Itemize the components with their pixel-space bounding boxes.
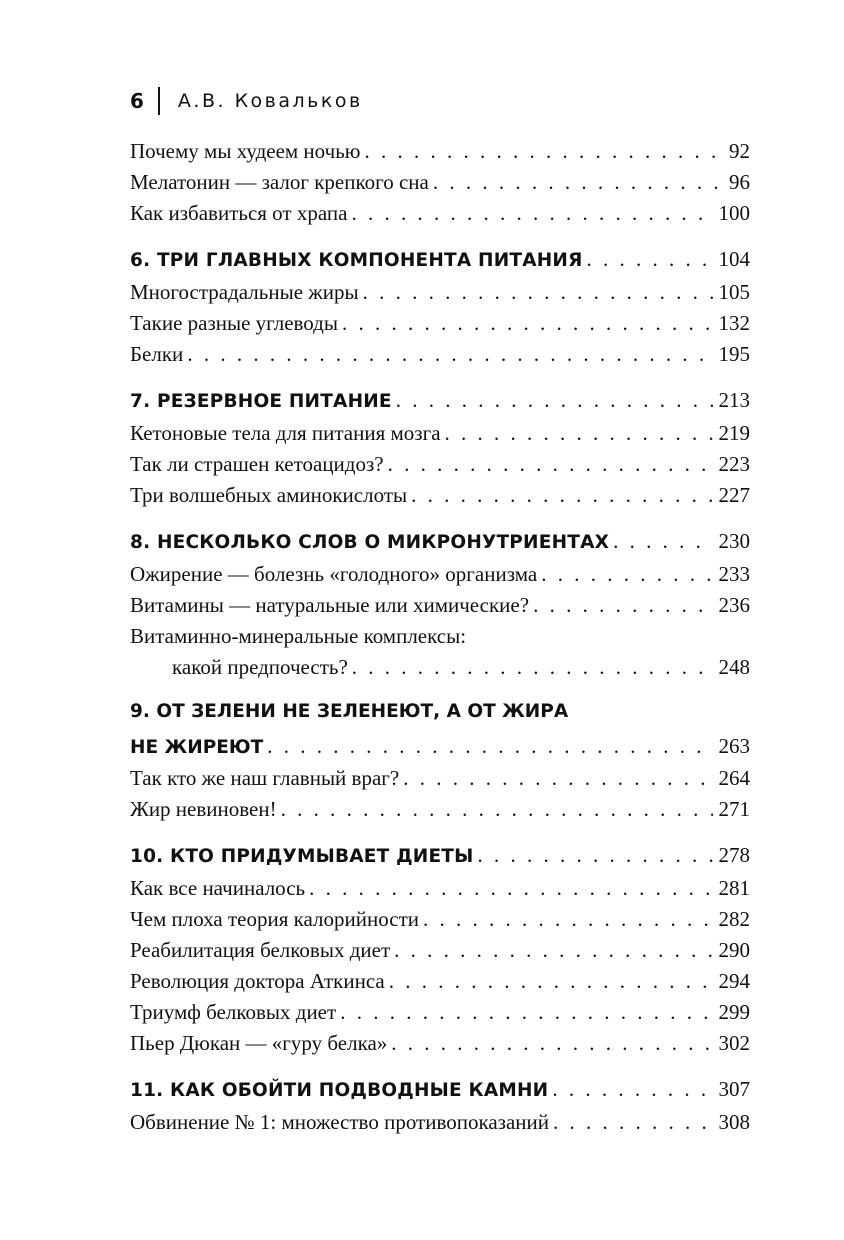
dot-leader (363, 277, 713, 308)
toc-entry[interactable] (130, 308, 750, 339)
toc-entry[interactable] (130, 590, 750, 621)
toc-entry-page: 100 (718, 201, 750, 225)
toc-entry[interactable] (130, 418, 750, 449)
toc-entry-page: 195 (718, 342, 750, 366)
toc-entry-page: 299 (718, 1000, 750, 1024)
toc-entry-title: Так кто же наш главный враг? (130, 766, 400, 790)
toc-entry[interactable] (130, 559, 750, 590)
toc-entry-title: Обвинение № 1: множество противопоказаний (130, 1110, 550, 1134)
page-number: 6 (130, 89, 144, 113)
toc-entry-page: 248 (718, 655, 750, 679)
toc-entry-page: 308 (718, 1110, 750, 1134)
toc-chapter-title: 7. РЕЗЕРВНОЕ ПИТАНИЕ (130, 391, 392, 412)
dot-leader (267, 729, 712, 763)
toc-entry-title: Жир невиновен! (130, 797, 277, 821)
toc-entry-page: 271 (718, 797, 750, 821)
dot-leader (541, 559, 712, 590)
toc-entry-title: Белки (130, 342, 184, 366)
toc-chapter[interactable] (130, 241, 750, 277)
dot-leader (388, 449, 713, 480)
dot-leader (187, 339, 712, 370)
dot-leader (391, 1028, 712, 1059)
toc-entry[interactable] (130, 277, 750, 308)
toc-entry[interactable] (130, 167, 750, 198)
toc-chapter-page: 263 (718, 734, 750, 758)
dot-leader (433, 167, 723, 198)
toc-entry[interactable] (130, 652, 750, 683)
toc-entry-title: Три волшебных аминокислоты (130, 483, 408, 507)
toc-entry-page: 96 (729, 170, 750, 194)
toc-entry-page: 302 (718, 1031, 750, 1055)
toc-entry[interactable] (130, 997, 750, 1028)
toc-entry-title: Чем плоха теория калорийности (130, 907, 419, 931)
dot-leader (389, 966, 713, 997)
toc-entry[interactable] (130, 873, 750, 904)
toc-entry-title-line1[interactable]: Витаминно-минеральные комплексы: (130, 624, 467, 648)
toc-entry-title: Как избавиться от храпа (130, 201, 348, 225)
toc-entry-title: Кетоновые тела для питания мозга (130, 421, 441, 445)
toc-chapter-page: 230 (718, 529, 750, 553)
toc-entry-page: 282 (718, 907, 750, 931)
dot-leader (552, 1071, 712, 1107)
toc-entry-page: 227 (718, 483, 750, 507)
toc-entry-page: 281 (718, 876, 750, 900)
toc-chapter-title-line2: НЕ ЖИРЕЮТ (130, 737, 264, 758)
dot-leader (477, 837, 712, 873)
toc-entry[interactable] (130, 1028, 750, 1059)
toc-chapter-page: 104 (718, 247, 750, 271)
toc-chapter-page: 278 (718, 843, 750, 867)
toc-chapter[interactable] (130, 729, 750, 763)
toc-entry-title: Так ли страшен кетоацидоз? (130, 452, 384, 476)
dot-leader (342, 308, 713, 339)
toc-entry-page: 219 (718, 421, 750, 445)
toc-entry[interactable] (130, 794, 750, 825)
toc-entry-title: Реабилитация белковых диет (130, 938, 391, 962)
header-divider (158, 87, 160, 115)
toc-chapter-title: 8. НЕСКОЛЬКО СЛОВ О МИКРОНУТРИЕНТАХ (130, 532, 610, 553)
toc-chapter[interactable] (130, 523, 750, 559)
toc-chapter[interactable] (130, 1071, 750, 1107)
toc-chapter[interactable] (130, 382, 750, 418)
toc-chapter[interactable] (130, 837, 750, 873)
toc-entry[interactable] (130, 966, 750, 997)
toc-entry-page: 105 (718, 280, 750, 304)
toc-entry-title: Мелатонин — залог крепкого сна (130, 170, 429, 194)
dot-leader (340, 997, 712, 1028)
dot-leader (281, 794, 713, 825)
dot-leader (533, 590, 712, 621)
dot-leader (613, 523, 712, 559)
toc-entry[interactable] (130, 449, 750, 480)
dot-leader (309, 873, 712, 904)
toc-chapter-title: 6. ТРИ ГЛАВНЫХ КОМПОНЕНТА ПИТАНИЯ (130, 250, 583, 271)
toc-entry-page: 264 (718, 766, 750, 790)
toc-chapter-title: 11. КАК ОБОЙТИ ПОДВОДНЫЕ КАМНИ (130, 1080, 549, 1101)
dot-leader (411, 480, 712, 511)
author-name: А.В. Ковальков (177, 90, 363, 112)
dot-leader (352, 652, 713, 683)
toc-entry-page: 132 (718, 311, 750, 335)
toc-chapter-title: 10. КТО ПРИДУМЫВАЕТ ДИЕТЫ (130, 846, 474, 867)
dot-leader (396, 382, 713, 418)
table-of-contents (130, 136, 750, 1138)
toc-entry-page: 290 (718, 938, 750, 962)
toc-entry[interactable] (130, 198, 750, 229)
toc-entry-title: Такие разные углеводы (130, 311, 338, 335)
toc-entry-title: Почему мы худеем ночью (130, 139, 361, 163)
toc-entry-page: 223 (718, 452, 750, 476)
dot-leader (445, 418, 713, 449)
running-head (130, 86, 363, 116)
toc-chapter-page: 307 (718, 1077, 750, 1101)
toc-entry-title: Триумф белковых диет (130, 1000, 337, 1024)
toc-entry[interactable] (130, 1107, 750, 1138)
dot-leader (553, 1107, 712, 1138)
toc-entry-page: 294 (718, 969, 750, 993)
toc-entry-title: Многострадальные жиры (130, 280, 359, 304)
toc-entry-title-line2: какой предпочесть? (172, 655, 348, 679)
toc-entry[interactable] (130, 904, 750, 935)
dot-leader (403, 763, 712, 794)
toc-entry-title: Витамины — натуральные или химические? (130, 593, 530, 617)
toc-entry[interactable] (130, 136, 750, 167)
toc-entry[interactable] (130, 339, 750, 370)
toc-entry-title: Пьер Дюкан — «гуру белка» (130, 1031, 388, 1055)
toc-entry-title: Революция доктора Аткинса (130, 969, 385, 993)
toc-entry-page: 92 (729, 139, 750, 163)
dot-leader (423, 904, 713, 935)
toc-entry[interactable] (130, 763, 750, 794)
toc-chapter-page: 213 (718, 388, 750, 412)
toc-entry-page: 233 (718, 562, 750, 586)
toc-entry-page: 236 (718, 593, 750, 617)
dot-leader (394, 935, 712, 966)
dot-leader (587, 241, 713, 277)
toc-entry-title: Ожирение — болезнь «голодного» организма (130, 562, 538, 586)
toc-entry[interactable] (130, 935, 750, 966)
toc-chapter-title-line1[interactable]: 9. ОТ ЗЕЛЕНИ НЕ ЗЕЛЕНЕЮТ, А ОТ ЖИРА (130, 701, 569, 722)
toc-entry[interactable] (130, 480, 750, 511)
toc-entry-title: Как все начиналось (130, 876, 306, 900)
dot-leader (351, 198, 712, 229)
dot-leader (364, 136, 723, 167)
